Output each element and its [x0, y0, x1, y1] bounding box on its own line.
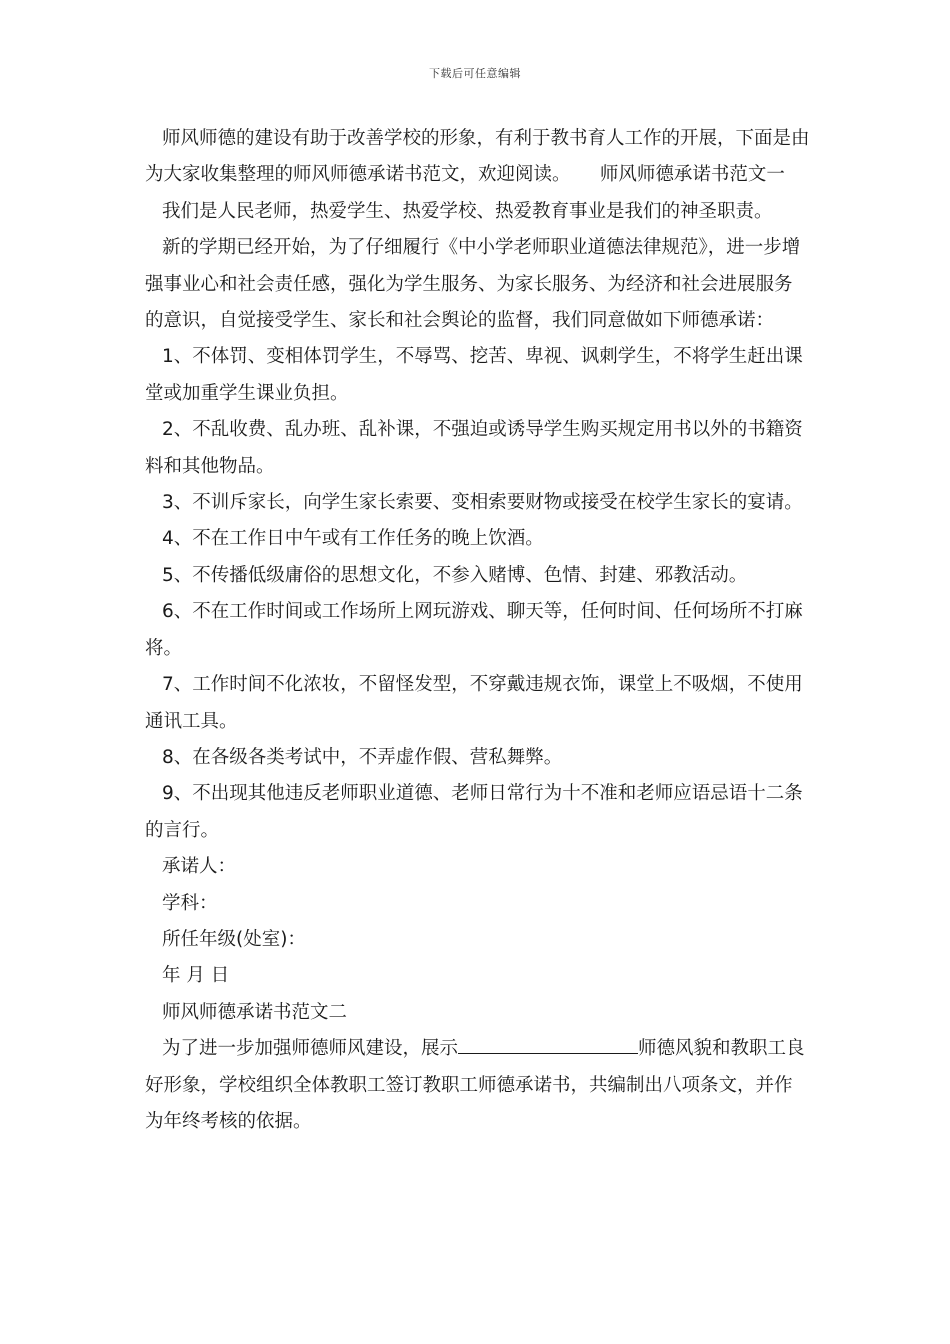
- signature-subject-label: 学科：: [162, 892, 218, 914]
- commitment-item-4: 4、不在工作日中午或有工作任务的晚上饮酒。: [162, 528, 544, 550]
- commitment-item-3: 3、不训斥家长，向学生家长索要、变相索要财物或接受在校学生家长的宴请。: [162, 492, 803, 514]
- commitment-item-6: 6、不在工作时间或工作场所上网玩游戏、聊天等，任何时间、任何场所不打麻将。: [145, 601, 803, 659]
- signature-person-label: 承诺人：: [162, 856, 237, 878]
- commitment-item-9: 9、不出现其他违反老师职业道德、老师日常行为十不准和老师应语忌语十二条的言行。: [145, 783, 803, 841]
- commitment-item-1: 1、不体罚、变相体罚学生，不辱骂、挖苦、卑视、讽刺学生，不将学生赶出课堂或加重学生课业负担。: [145, 346, 803, 404]
- commitment-item-7: 7、工作时间不化浓妆，不留怪发型，不穿戴违规衣饰，课堂上不吸烟，不使用通讯工具。: [145, 674, 803, 732]
- section-2-title: 师风师德承诺书范文二: [162, 1001, 348, 1023]
- commitment-item-5: 5、不传播低级庸俗的思想文化，不参入赌博、色情、封建、邪教活动。: [162, 564, 748, 586]
- commitment-item-2: 2、不乱收费、乱办班、乱补课，不强迫或诱导学生购买规定用书以外的书籍资料和其他物品。: [145, 419, 803, 477]
- paragraph-section-2-end: 师德风貌和教职工良好形象，学校组织全体教职工签订教职工师德承诺书，共编制出八项条文，并作为年终考核的依据。: [145, 1038, 805, 1132]
- intro-paragraph: 师风师德的建设有助于改善学校的形象，有利于教书育人工作的开展，下面是由为大家收集整理的师风师德承诺书范文，欢迎阅读。 师风师德承诺书范文一: [145, 128, 810, 186]
- document-body: [145, 121, 810, 1140]
- paragraph-mission: 我们是人民老师，热爱学生、热爱学校、热爱教育事业是我们的神圣职责。: [162, 200, 773, 222]
- paragraph-commitment-intro: 新的学期已经开始，为了仔细履行《中小学老师职业道德法律规范》，进一步增强事业心和社会责任感，强化为学生服务、为家长服务、为经济和社会进展服务的意识，自觉接受学生、家长和社会舆论的监督，我们同意做如下师德承诺：: [145, 237, 801, 332]
- paragraph-section-2: [145, 1031, 810, 1140]
- paragraph-section-2-start: 为了进一步加强师德师风建设，展示: [162, 1038, 459, 1060]
- signature-date-label: 年 月 日: [162, 965, 230, 987]
- signature-office-label: 所任年级(处室)：: [162, 928, 306, 950]
- header-note: 下载后可任意编辑: [429, 67, 521, 80]
- commitment-item-8: 8、在各级各类考试中，不弄虚作假、营私舞弊。: [162, 746, 563, 768]
- fill-in-blank-line: [458, 1052, 638, 1054]
